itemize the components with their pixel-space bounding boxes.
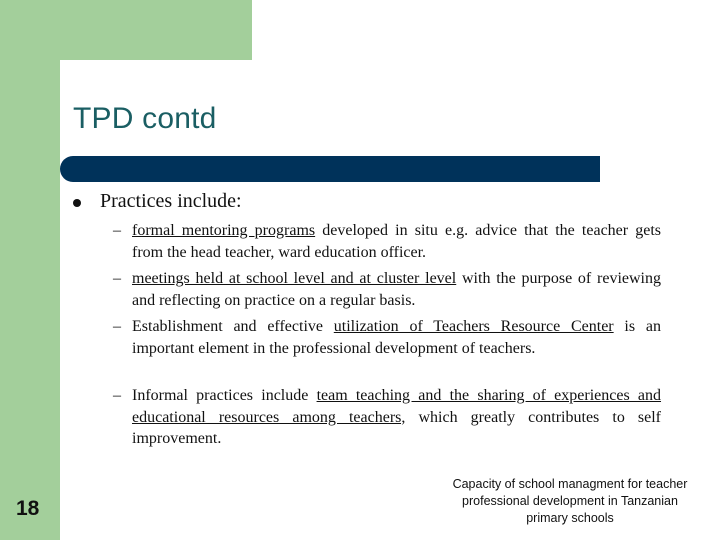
bullet-dot-icon xyxy=(73,199,81,207)
sub-bullet-text: meetings held at school level and at cluster level xyxy=(132,270,457,287)
main-bullet-text: Practices include: xyxy=(100,190,242,212)
slide-title: TPD contd xyxy=(73,102,217,135)
sub-bullet-4 xyxy=(132,385,661,450)
sub-bullet-text: developed in situ e.g. advice that the teacher gets from the head teacher, ward education officer. xyxy=(132,222,662,261)
sub-bullet-text: which greatly contributes to self improvement. xyxy=(132,408,662,447)
sub-bullet-2 xyxy=(132,268,661,311)
title-underline-bar xyxy=(60,156,600,182)
sub-bullet-text: team teaching and the sharing of experiences and educational resources among teachers, xyxy=(132,387,662,426)
dash-icon: – xyxy=(113,222,121,239)
sub-bullet-text: is an important element in the professional development of teachers. xyxy=(132,318,661,357)
sub-bullet-text: Establishment and effective xyxy=(132,318,334,335)
slide-number: 18 xyxy=(16,497,40,520)
sub-bullet-3 xyxy=(132,316,661,359)
dash-icon: – xyxy=(113,387,121,404)
dash-icon: – xyxy=(113,318,121,335)
sub-bullet-text: with the purpose of reviewing and reflecting on practice on a regular basis. xyxy=(132,270,662,309)
sub-bullet-text: utilization of Teachers Resource Center xyxy=(333,318,614,335)
top-green-band xyxy=(0,0,252,60)
sub-bullet-1 xyxy=(132,220,661,263)
footer-text: Capacity of school managment for teacher professional development in Tanzanian primary schools xyxy=(452,477,688,525)
sub-bullet-text: Informal practices include xyxy=(132,387,317,404)
dash-icon: – xyxy=(113,270,121,287)
sub-bullet-text: formal mentoring programs xyxy=(132,222,316,239)
left-green-band xyxy=(0,0,60,540)
